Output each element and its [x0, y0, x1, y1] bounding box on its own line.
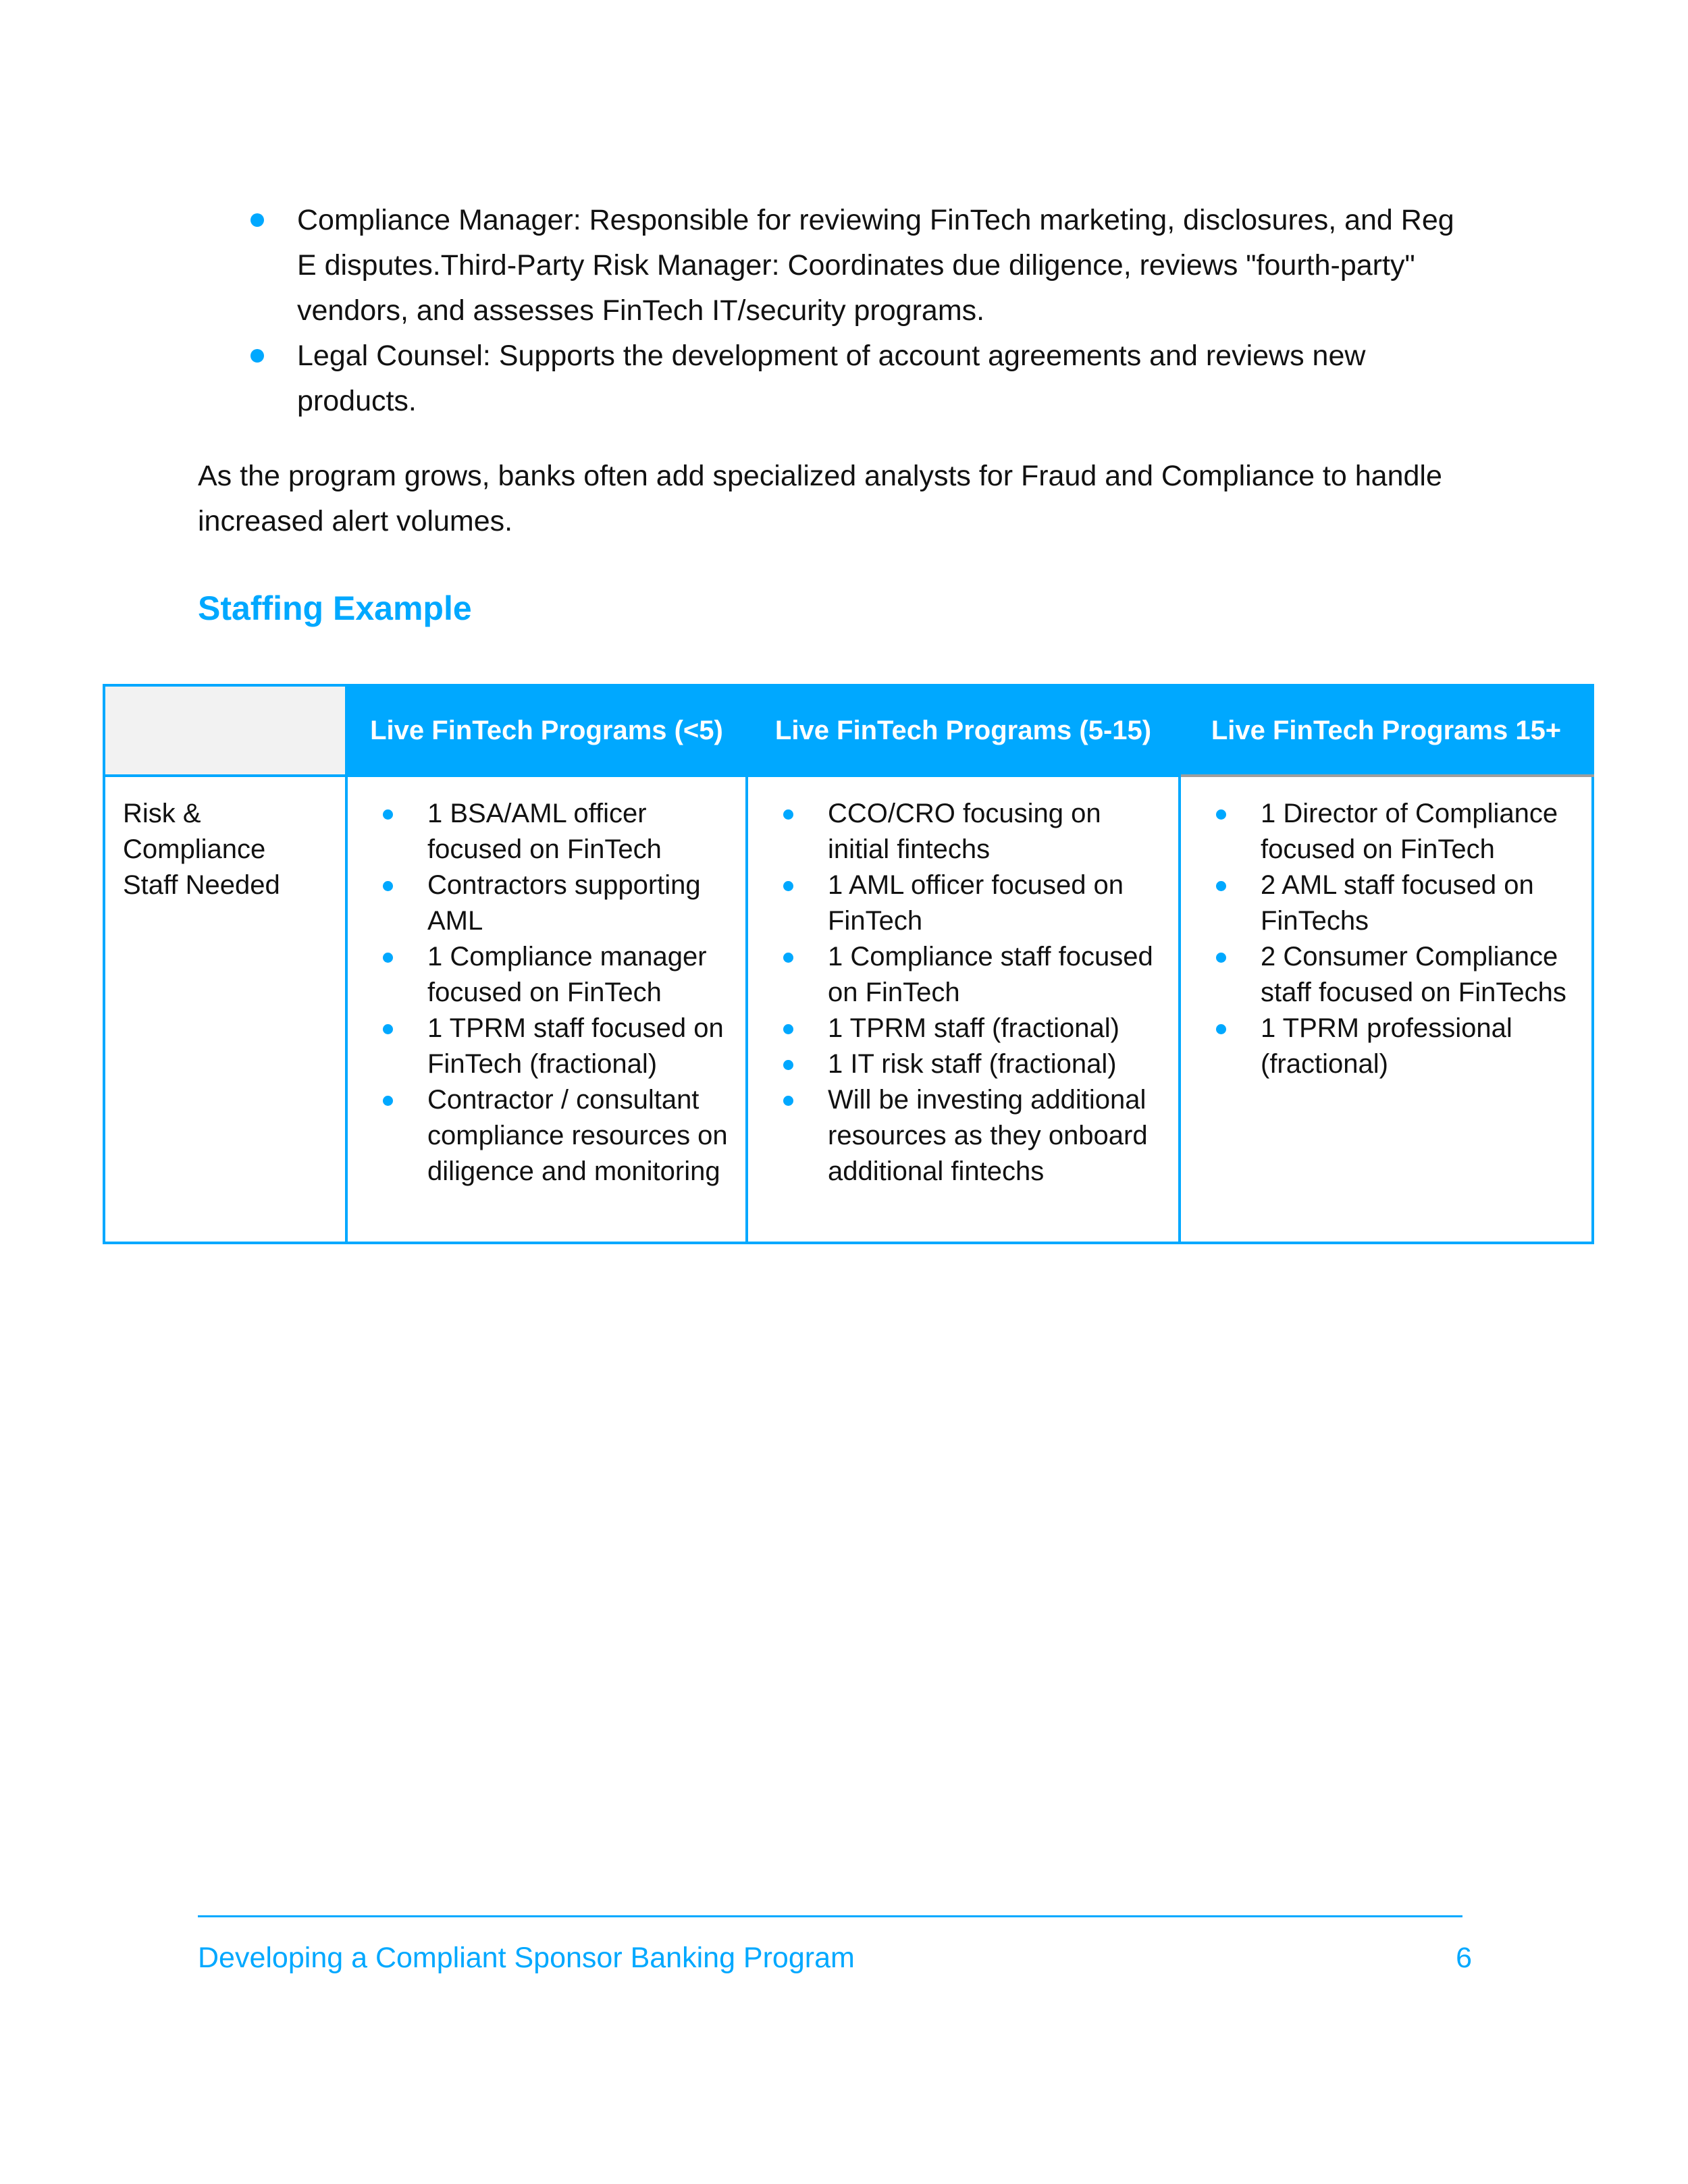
staff-list-item: [1181, 796, 1578, 868]
staff-list-item: [348, 868, 732, 939]
footer-page-number: 6: [1456, 1942, 1472, 1974]
staff-item-text: 1 TPRM staff (fractional): [828, 1013, 1119, 1043]
table-header-row: [104, 685, 1593, 776]
bullet-dot-icon: [783, 881, 793, 891]
bullet-dot-icon: [783, 1096, 793, 1106]
bullet-dot-icon: [1216, 881, 1226, 891]
table-row: [104, 776, 1593, 1243]
bullet-dot-icon: [250, 213, 264, 227]
staff-item-text: 1 BSA/AML officer focused on FinTech: [427, 799, 662, 864]
staff-item-text: Will be investing additional resources as they onboard additional fintechs: [828, 1085, 1148, 1186]
staff-list-item: [1181, 868, 1578, 939]
bullet-dot-icon: [783, 1024, 793, 1034]
staff-item-text: 1 Compliance staff focused on FinTech: [828, 942, 1153, 1007]
growth-paragraph: As the program grows, banks often add specialized analysts for Fraud and Compliance to handle increased alert volumes.: [198, 460, 1442, 537]
role-bullet-text: Compliance Manager: Responsible for reviewing FinTech marketing, disclosures, and Reg E disputes.Third-Party Risk Manager: Coordinates due diligence, reviews "fourth-party" vendors, and assesses FinTech IT/security programs.: [297, 204, 1454, 327]
staff-list-item: [1181, 939, 1578, 1011]
staff-item-text: Contractors supporting AML: [427, 870, 701, 936]
staff-list-item: [748, 868, 1165, 939]
staff-item-text: Contractor / consultant compliance resources on diligence and monitoring: [427, 1085, 728, 1186]
footer-divider: [198, 1915, 1462, 1917]
role-bullet-list: [198, 198, 1481, 424]
staff-item-text: 1 AML officer focused on FinTech: [828, 870, 1124, 936]
staff-item-text: 2 AML staff focused on FinTechs: [1261, 870, 1534, 936]
staff-list: [348, 777, 745, 1190]
bullet-dot-icon: [783, 953, 793, 963]
row-label: Risk & Compliance Staff Needed: [104, 776, 346, 1243]
table-cell: [346, 776, 747, 1243]
table-header-cell: Live FinTech Programs (<5): [346, 685, 747, 776]
footer-document-title: Developing a Compliant Sponsor Banking Program: [198, 1942, 855, 1974]
staffing-table: [103, 684, 1594, 1244]
staff-list-item: [748, 939, 1165, 1011]
role-bullet-text: Legal Counsel: Supports the development of account agreements and reviews new products.: [297, 340, 1366, 417]
staff-item-text: 2 Consumer Compliance staff focused on FinTechs: [1261, 942, 1566, 1007]
table-cell: [747, 776, 1180, 1243]
staff-list-item: [348, 796, 732, 868]
bullet-dot-icon: [783, 809, 793, 820]
bullet-dot-icon: [1216, 1024, 1226, 1034]
bullet-dot-icon: [383, 881, 393, 891]
staff-item-text: 1 IT risk staff (fractional): [828, 1049, 1117, 1079]
bullet-dot-icon: [783, 1060, 793, 1070]
bullet-dot-icon: [383, 809, 393, 820]
staff-item-text: 1 TPRM professional (fractional): [1261, 1013, 1512, 1079]
staff-list-item: [748, 1046, 1165, 1082]
bullet-dot-icon: [1216, 809, 1226, 820]
role-bullet-item: [198, 334, 1481, 424]
table-cell: [1180, 776, 1593, 1243]
bullet-dot-icon: [383, 1024, 393, 1034]
table-header-cell: Live FinTech Programs 15+: [1180, 685, 1593, 776]
section-heading: Staffing Example: [198, 589, 472, 627]
staff-list-item: [348, 939, 732, 1011]
staff-item-text: 1 TPRM staff focused on FinTech (fractional): [427, 1013, 724, 1079]
staff-list-item: [348, 1082, 732, 1190]
staff-item-text: CCO/CRO focusing on initial fintechs: [828, 799, 1101, 864]
staff-list-item: [1181, 1011, 1578, 1082]
staff-list-item: [348, 1011, 732, 1082]
staff-list: [748, 777, 1178, 1190]
staff-list-item: [748, 1011, 1165, 1046]
staff-item-text: 1 Director of Compliance focused on FinTech: [1261, 799, 1558, 864]
bullet-dot-icon: [383, 1096, 393, 1106]
staff-list-item: [748, 796, 1165, 868]
role-bullet-item: [198, 198, 1481, 334]
staff-item-text: 1 Compliance manager focused on FinTech: [427, 942, 707, 1007]
table-header-cell: Live FinTech Programs (5-15): [747, 685, 1180, 776]
staff-list: [1181, 777, 1591, 1082]
table-header-corner: [104, 685, 346, 776]
bullet-dot-icon: [383, 953, 393, 963]
bullet-dot-icon: [250, 349, 264, 363]
bullet-dot-icon: [1216, 953, 1226, 963]
staff-list-item: [748, 1082, 1165, 1190]
